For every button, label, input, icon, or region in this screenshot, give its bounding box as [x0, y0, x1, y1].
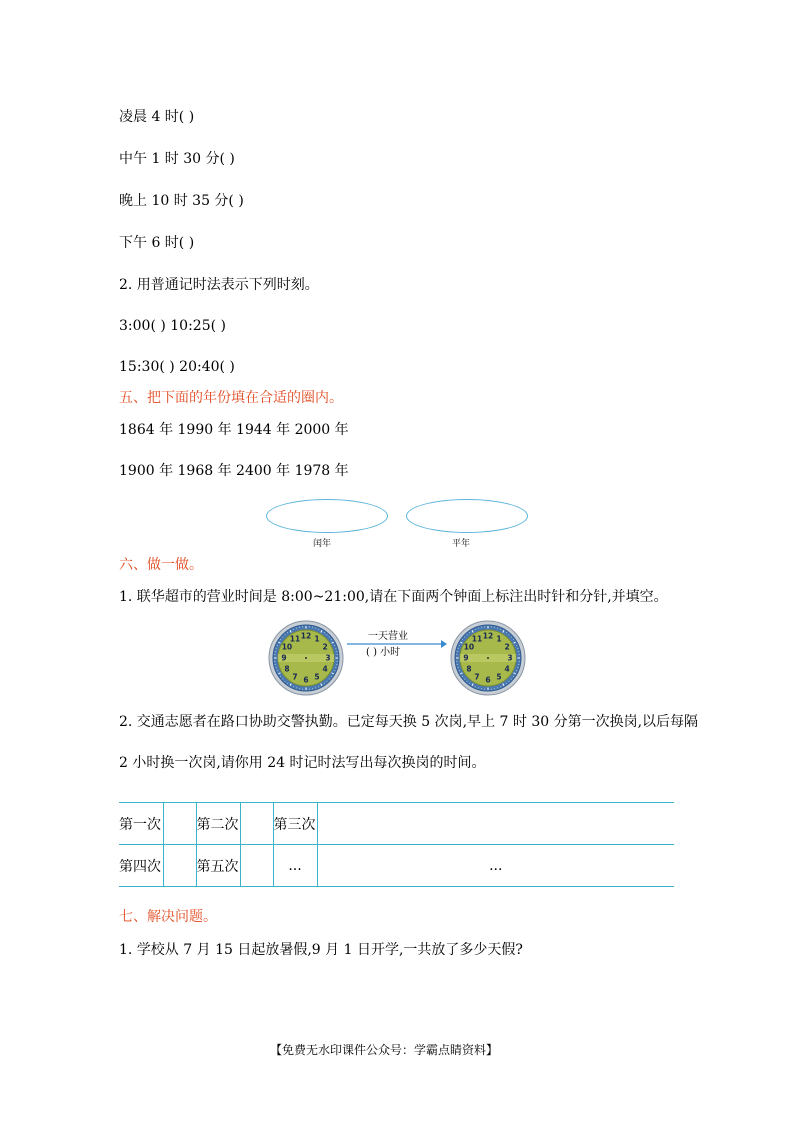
years-row2: 1900 年 1968 年 2400 年 1978 年 — [119, 463, 349, 479]
part6-q2-line1: 2. 交通志愿者在路口协助交警执勤。已定每天换 5 次岗,早上 7 时 30 分第一次换岗,以后每隔 — [119, 714, 699, 730]
clock-right[interactable] — [450, 620, 526, 696]
clock-number: 6 — [303, 675, 309, 685]
table-cell[interactable] — [240, 803, 273, 845]
table-cell[interactable] — [163, 803, 196, 845]
table-row — [119, 845, 674, 887]
clock-number: 4 — [322, 664, 328, 674]
line-6pm: 下午 6 时( ) — [119, 235, 195, 251]
clock-left[interactable] — [268, 620, 344, 696]
clock-number: 10 — [281, 642, 293, 652]
clock-number: 1 — [314, 634, 320, 644]
part7-q1: 1. 学校从 7 月 15 日起放暑假,9 月 1 日开学,一共放了多少天假? — [119, 942, 523, 958]
clock-number: 2 — [504, 642, 510, 652]
part7-title: 七、解决问题。 — [119, 909, 217, 925]
clock-number: 3 — [325, 653, 331, 663]
clock-number: 2 — [322, 642, 328, 652]
clock-number: 12 — [482, 631, 494, 641]
table-cell: 第一次 — [119, 803, 163, 845]
table-cell: 第二次 — [196, 803, 240, 845]
arrow-bottom-label: ( ) 小时 — [366, 647, 401, 658]
leap-year-oval[interactable] — [266, 499, 388, 533]
clock-number: 3 — [507, 653, 513, 663]
shift-table — [119, 802, 674, 887]
common-year-oval[interactable] — [406, 499, 528, 533]
clock-number: 4 — [504, 664, 510, 674]
leap-year-label: 闰年 — [313, 539, 332, 549]
years-row1: 1864 年 1990 年 1944 年 2000 年 — [119, 422, 349, 438]
part6-title: 六、做一做。 — [119, 557, 203, 573]
table-cell: ... — [317, 845, 674, 887]
clock-number: 12 — [300, 631, 312, 641]
clock-number: 5 — [314, 672, 320, 682]
table-cell: 第三次 — [273, 803, 317, 845]
line-10-35pm: 晚上 10 时 35 分( ) — [119, 193, 244, 209]
table-cell: ... — [273, 845, 317, 887]
clock-number: 8 — [466, 664, 472, 674]
part6-q1: 1. 联华超市的营业时间是 8:00~21:00,请在下面两个钟面上标注出时针和分针,并填空。 — [119, 589, 668, 605]
table-cell: 第五次 — [196, 845, 240, 887]
clock-number: 8 — [284, 664, 290, 674]
clock-number: 11 — [471, 634, 483, 644]
table-cell[interactable] — [163, 845, 196, 887]
clock-number: 6 — [485, 675, 491, 685]
common-year-label: 平年 — [452, 539, 471, 549]
table-cell: 第四次 — [119, 845, 163, 887]
clock-number: 7 — [292, 672, 298, 682]
line-1-30pm: 中午 1 时 30 分( ) — [119, 151, 235, 167]
clock-number: 10 — [463, 642, 475, 652]
table-cell[interactable] — [240, 845, 273, 887]
table-row — [119, 803, 674, 845]
clock-number: 7 — [474, 672, 480, 682]
q2-row2: 15:30( ) 20:40( ) — [119, 359, 235, 375]
part6-q2-line2: 2 小时换一次岗,请你用 24 时记时法写出每次换岗的时间。 — [119, 755, 486, 771]
q2-row1: 3:00( ) 10:25( ) — [119, 318, 226, 334]
clock-number: 5 — [496, 672, 502, 682]
clock-number: 1 — [496, 634, 502, 644]
q2-title: 2. 用普通记时法表示下列时刻。 — [119, 277, 319, 293]
clock-number: 9 — [463, 653, 469, 663]
arrow-top-label: 一天营业 — [368, 631, 408, 642]
part5-title: 五、把下面的年份填在合适的圈内。 — [119, 390, 343, 406]
clock-number: 11 — [289, 634, 301, 644]
clock-number: 9 — [281, 653, 287, 663]
table-cell[interactable] — [317, 803, 674, 845]
footer: 【免费无水印课件公众号：学霸点睛资料】 — [270, 1043, 499, 1057]
line-4am: 凌晨 4 时( ) — [119, 109, 195, 125]
